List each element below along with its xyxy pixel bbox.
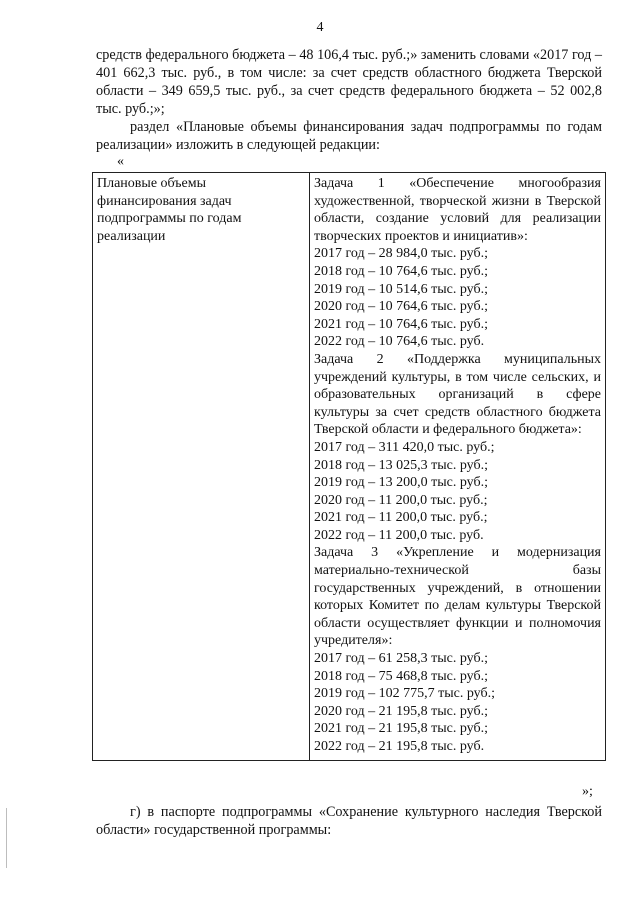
table-label-cell: Плановые объемы финансирования задач подпрограммы по годам реализации [93, 173, 310, 761]
task-1-year-line: 2019 год – 10 514,6 тыс. руб.; [314, 281, 488, 297]
task-3-year-line: 2019 год – 102 775,7 тыс. руб.; [314, 686, 495, 702]
outro-paragraph: г) в паспорте подпрограммы «Сохранение культурного наследия Тверской области» государственной программы: [96, 804, 602, 838]
task-1-year-line: 2022 год – 10 764,6 тыс. руб. [314, 334, 485, 350]
table-row [93, 173, 606, 761]
task-3-year-line: 2022 год – 21 195,8 тыс. руб. [314, 739, 485, 754]
task-3-year-line: 2021 год – 21 195,8 тыс. руб.; [314, 721, 488, 737]
task-2-year-line: 2017 год – 311 420,0 тыс. руб.; [314, 439, 495, 455]
task-2-year-line: 2020 год – 11 200,0 тыс. руб.; [314, 492, 488, 508]
task-2-year-line: 2019 год – 13 200,0 тыс. руб.; [314, 475, 488, 491]
task-1-year-line: 2017 год – 28 984,0 тыс. руб.; [314, 246, 488, 262]
task-2-year-line: 2018 год – 13 025,3 тыс. руб.; [314, 457, 488, 473]
intro-text [96, 46, 602, 154]
page-number: 4 [316, 20, 324, 35]
task-3-title: Задача 3 «Укрепление и модернизация материально-технической базы государственных учреждений, в отношении которых Комитет по делам культуры Тверской области осуществляет функции и полномочия учредителя»: [314, 545, 601, 649]
intro-paragraph-section: раздел «Плановые объемы финансирования задач подпрограммы по годам реализации» изложить в следующей редакции: [96, 119, 602, 153]
task-1-title: Задача 1 «Обеспечение многообразия художественной, творческой жизни в Тверской области, создание условий для реализации творческих проектов и инициатив»: [314, 176, 601, 244]
opening-quote: « [117, 154, 124, 169]
outro-text [96, 803, 602, 839]
task-2-year-line: 2022 год – 11 200,0 тыс. руб. [314, 527, 484, 543]
task-3-year-line: 2020 год – 21 195,8 тыс. руб.; [314, 703, 488, 719]
task-2-title: Задача 2 «Поддержка муниципальных учреждений культуры, в том числе сельских, и образовательных организаций в сфере культуры за счет средств областного бюджета Тверской области и федерального бюджета»: [314, 351, 601, 438]
task-3-year-line: 2017 год – 61 258,3 тыс. руб.; [314, 651, 488, 667]
table-content-cell [310, 173, 606, 761]
task-2-year-line: 2021 год – 11 200,0 тыс. руб.; [314, 510, 488, 526]
intro-paragraph: средств федерального бюджета – 48 106,4 тыс. руб.;» заменить словами «2017 год – 401 662,3 тыс. руб., в том числе: за счет средств областного бюджета Тверской области – 349 659,5 тыс. руб., за счет средств федерального бюджета – 52 002,8 тыс. руб.;»; [96, 47, 602, 117]
task-1-year-line: 2021 год – 10 764,6 тыс. руб.; [314, 316, 488, 332]
closing-quote: »; [582, 784, 593, 799]
task-3-year-line: 2018 год – 75 468,8 тыс. руб.; [314, 668, 488, 684]
task-1-year-line: 2018 год – 10 764,6 тыс. руб.; [314, 263, 488, 279]
funding-table [92, 172, 606, 761]
scan-margin-line [6, 808, 7, 868]
task-1-year-line: 2020 год – 10 764,6 тыс. руб.; [314, 299, 488, 315]
